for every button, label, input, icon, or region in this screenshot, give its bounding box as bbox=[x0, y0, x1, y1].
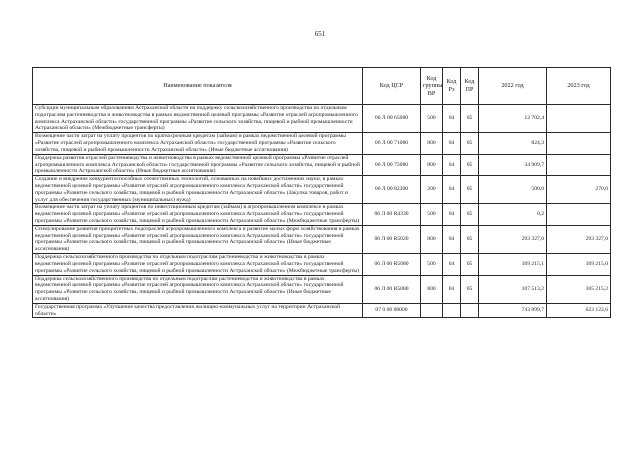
row-csr: 06 Л 00 71080 bbox=[363, 133, 421, 154]
row-vr: 500 bbox=[421, 204, 443, 225]
table-row bbox=[33, 303, 611, 318]
row-2022: 293 327,0 bbox=[479, 225, 547, 253]
row-name: Государственная программа «Улучшение качества предоставления жилищно-коммунальных услуг на территории Астраханской области» bbox=[33, 303, 363, 318]
row-2022: 500,0 bbox=[479, 176, 547, 204]
row-csr: 06 Л 00 R5020 bbox=[363, 225, 421, 253]
table-header-row bbox=[33, 68, 611, 105]
row-2022: 107 513,2 bbox=[479, 275, 547, 303]
row-csr: 06 Л 00 82300 bbox=[363, 176, 421, 204]
header-csr: Код ЦСР bbox=[363, 68, 421, 105]
row-vr: 500 bbox=[421, 254, 443, 275]
row-csr: 07 0 00 00000 bbox=[363, 303, 421, 318]
table-row bbox=[33, 275, 611, 303]
header-2022: 2022 год bbox=[479, 68, 547, 105]
header-name: Наименование показателя bbox=[33, 68, 363, 105]
row-2023: 169 215,0 bbox=[547, 254, 611, 275]
row-vr: 800 bbox=[421, 275, 443, 303]
row-2022: 34 909,7 bbox=[479, 154, 547, 175]
table-row bbox=[33, 254, 611, 275]
table-row bbox=[33, 225, 611, 253]
row-name: Возмещение части затрат на уплату процентов по инвестиционным кредитам (займам) в агропромышленном комплексе в рамках ведомственной целевой программы «Развитие отраслей агропромышленного комплекса Астраханской области» государственной программы «Развитие сельского хозяйства, пищевой и рыбной промышленности Астраханской области» (Межбюджетные трансферты) bbox=[33, 204, 363, 225]
row-rz: 04 bbox=[443, 133, 461, 154]
row-vr: 800 bbox=[421, 225, 443, 253]
row-name: Возмещение части затрат на уплату процентов по краткосрочным кредитам (займам) в рамках ведомственной целевой программы «Развитие отраслей агропромышленного комплекса Астраханской области» государственной программы «Развитие сельского хозяйства, пищевой и рыбной промышленности Астраханской области» (Иные бюджетные ассигнования) bbox=[33, 133, 363, 154]
table-row bbox=[33, 154, 611, 175]
row-rz: 04 bbox=[443, 225, 461, 253]
table-row bbox=[33, 204, 611, 225]
header-pr: Код ПР bbox=[461, 68, 479, 105]
table-row bbox=[33, 133, 611, 154]
row-vr: 500 bbox=[421, 105, 443, 133]
row-rz: 04 bbox=[443, 154, 461, 175]
table-row bbox=[33, 176, 611, 204]
row-vr: 800 bbox=[421, 154, 443, 175]
row-csr: 06 Л 00 65080 bbox=[363, 105, 421, 133]
row-2023 bbox=[547, 204, 611, 225]
row-2023: 105 215,2 bbox=[547, 275, 611, 303]
row-csr: 06 Л 00 R5080 bbox=[363, 254, 421, 275]
row-rz: 04 bbox=[443, 275, 461, 303]
row-rz: 04 bbox=[443, 176, 461, 204]
row-csr: 06 Л 00 75080 bbox=[363, 154, 421, 175]
row-2023: 270,0 bbox=[547, 176, 611, 204]
row-rz: 04 bbox=[443, 204, 461, 225]
row-pr bbox=[461, 303, 479, 318]
row-name: Поддержка развития отраслей растениеводства и животноводства в рамках ведомственной целевой программы «Развитие отраслей агропромышленного комплекса Астраханской области» государственной программы «Развитие сельского хозяйства, пищевой и рыбной промышленности Астраханской области» (Иные бюджетные ассигнования) bbox=[33, 154, 363, 175]
row-rz: 04 bbox=[443, 105, 461, 133]
row-2023 bbox=[547, 105, 611, 133]
row-vr bbox=[421, 303, 443, 318]
row-2022: 824,3 bbox=[479, 133, 547, 154]
row-2022: 12 702,4 bbox=[479, 105, 547, 133]
row-2023 bbox=[547, 133, 611, 154]
row-name: Стимулирование развития приоритетных подотраслей агропромышленного комплекса и развитие малых форм хозяйствования в рамках ведомственной целевой программы «Развитие отраслей агропромышленного комплекса Астраханской области» государственной программы «Развитие сельского хозяйства, пищевой и рыбной промышленности Астраханской области» (Иные бюджетные ассигнования) bbox=[33, 225, 363, 253]
row-name: Поддержка сельскохозяйственного производства по отдельным подотраслям растениеводства и животноводства в рамках ведомственной целевой программы «Развитие отраслей агропромышленного комплекса Астраханской области» государственной программы «Развитие сельского хозяйства, пищевой и рыбной промышленности Астраханской области» (Межбюджетные трансферты) bbox=[33, 254, 363, 275]
row-2022: 0,2 bbox=[479, 204, 547, 225]
row-name: Поддержка сельскохозяйственного производства по отдельным подотраслям растениеводства и животноводства в рамках ведомственной целевой программы «Развитие отраслей агропромышленного комплекса Астраханской области» государственной программы «Развитие сельского хозяйства, пищевой и рыбной промышленности Астраханской области» (Иные бюджетные ассигнования) bbox=[33, 275, 363, 303]
row-2022: 743 899,7 bbox=[479, 303, 547, 318]
row-2022: 169 215,1 bbox=[479, 254, 547, 275]
page-number: 651 bbox=[314, 30, 326, 38]
row-pr: 05 bbox=[461, 176, 479, 204]
row-csr: 06 Л 00 R5080 bbox=[363, 275, 421, 303]
header-rz: Код Рз bbox=[443, 68, 461, 105]
row-pr: 05 bbox=[461, 225, 479, 253]
row-vr: 800 bbox=[421, 133, 443, 154]
row-pr: 05 bbox=[461, 254, 479, 275]
row-pr: 05 bbox=[461, 154, 479, 175]
row-pr: 05 bbox=[461, 133, 479, 154]
row-csr: 06 Л 00 R4330 bbox=[363, 204, 421, 225]
row-name: Субсидии муниципальным образованиям Астраханской области на поддержку сельскохозяйственного производства по отдельным подотраслям растениеводства и животноводства в рамках ведомственной целевой программы «Развитие отраслей агропромышленного комплекса Астраханской области» государственной программы «Развитие сельского хозяйства, пищевой и рыбной промышленности Астраханской области» (Межбюджетные трансферты) bbox=[33, 105, 363, 133]
header-2023: 2023 год bbox=[547, 68, 611, 105]
table-row bbox=[33, 105, 611, 133]
row-pr: 05 bbox=[461, 105, 479, 133]
row-rz bbox=[443, 303, 461, 318]
row-name: Создание и внедрение конкурентоспособных отечественных технологий, основанных на новейших достижениях науки, в рамках ведомственной целевой программы «Развитие отраслей агропромышленного комплекса Астраханской области» государственной программы «Развитие сельского хозяйства, пищевой и рыбной промышленности Астраханской области» (Закупка товаров, работ и услуг для обеспечения государственных (муниципальных) нужд) bbox=[33, 176, 363, 204]
row-rz: 04 bbox=[443, 254, 461, 275]
row-2023: 293 327,0 bbox=[547, 225, 611, 253]
header-vr: Код группы ВР bbox=[421, 68, 443, 105]
row-2023 bbox=[547, 154, 611, 175]
row-vr: 200 bbox=[421, 176, 443, 204]
row-pr: 05 bbox=[461, 275, 479, 303]
row-2023: 623 122,6 bbox=[547, 303, 611, 318]
budget-table bbox=[32, 67, 611, 318]
row-pr: 05 bbox=[461, 204, 479, 225]
